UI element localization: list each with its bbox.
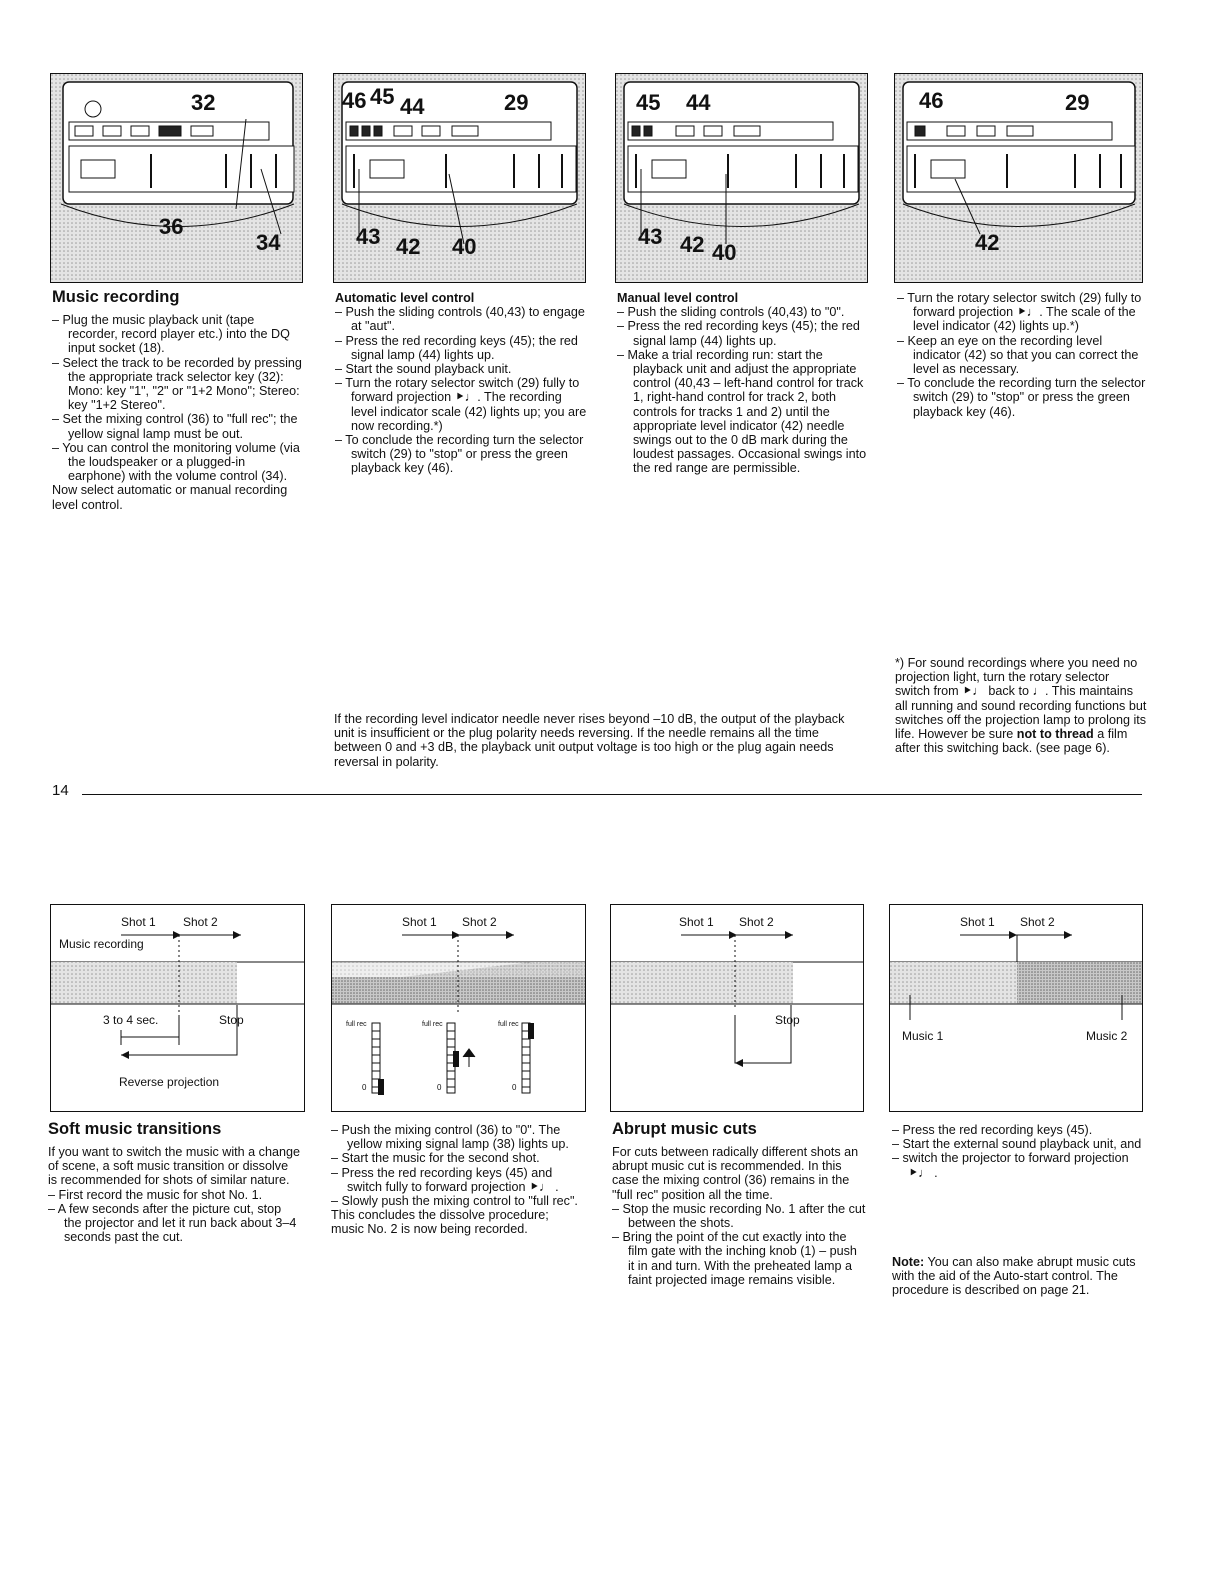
- callout-29: 29: [1065, 90, 1090, 115]
- label-shot1: Shot 1: [402, 915, 437, 929]
- callout-36: 36: [159, 214, 184, 239]
- polarity-note: If the recording level indicator needle never rises beyond –10 dB, the output of the playback unit is insufficient or the plug polarity needs reversing. If the needle remains all the time between 0 and +3 dB, the playback unit output voltage is too high or the plug again needs reversal in polarity.: [334, 712, 845, 769]
- heading-abrupt-cuts: Abrupt music cuts: [612, 1120, 757, 1138]
- callout-43: 43: [356, 224, 381, 249]
- list-item: – Keep an eye on the recording level indicator (42) so that you can correct the level as necessary.: [897, 333, 1139, 377]
- diagram-soft-1: [50, 904, 305, 1112]
- callout-34: 34: [256, 230, 281, 255]
- diagram-graphic: [611, 905, 864, 1112]
- list-item: – Set the mixing control (36) to "full rec"; the yellow signal lamp must be out.: [52, 412, 298, 441]
- callout-29: 29: [504, 90, 529, 115]
- callout-45: 45: [636, 90, 661, 115]
- figure-panel-3: [615, 73, 868, 283]
- automatic-level-text: [335, 291, 587, 476]
- note-text: Note: You can also make abrupt music cuts with the aid of the Auto-start control. The procedure is described on page 21.: [892, 1255, 1136, 1298]
- list-item: – To conclude the recording turn the selector switch (29) to "stop" or press the green playback key (46).: [897, 376, 1146, 419]
- figure-panel-2: [333, 73, 586, 283]
- label-shot1: Shot 1: [679, 915, 714, 929]
- closing-text: Now select automatic or manual recording level control.: [52, 483, 288, 512]
- label-fullrec: full rec: [422, 1021, 443, 1028]
- list-item: – Plug the music playback unit (tape recorder, record player etc.) into the DQ input socket (18).: [52, 313, 290, 356]
- diagram-soft-2: [331, 904, 586, 1112]
- intro-text: If you want to switch the music with a change of scene, a soft music transition or dissolve is recommended for shots of similar nature.: [48, 1145, 300, 1188]
- manual-level-text: [617, 291, 869, 476]
- heading-music-recording: Music recording: [52, 288, 180, 306]
- callout-44: 44: [400, 94, 425, 119]
- label-music2: Music 2: [1086, 1029, 1128, 1043]
- heading-soft-transitions: Soft music transitions: [48, 1120, 222, 1138]
- list-item: – Start the music for the second shot.: [331, 1151, 540, 1166]
- list-item: – Press the red recording keys (45); the red signal lamp (44) lights up.: [335, 333, 578, 362]
- list-item: – Stop the music recording No. 1 after the cut between the shots.: [612, 1201, 866, 1231]
- abrupt-cuts-text: [612, 1145, 866, 1287]
- callout-40: 40: [712, 240, 737, 265]
- list-item: – Turn the rotary selector switch (29) fully to forward projection ⯈♩. The scale of the level indicator (42) lights up.*): [897, 291, 1142, 334]
- callout-42: 42: [680, 232, 705, 257]
- label-shot1: Shot 1: [121, 915, 156, 929]
- heading-automatic: Automatic level control: [335, 291, 475, 305]
- list-item: – Push the sliding controls (40,43) to engage at "aut".: [335, 305, 585, 334]
- callout-45: 45: [370, 84, 395, 109]
- figure-panel-4: [894, 73, 1143, 283]
- callout-46: 46: [919, 88, 944, 113]
- list-item: – First record the music for shot No. 1.: [48, 1187, 263, 1202]
- list-item: – switch the projector to forward projection ⯈♩ .: [892, 1151, 1129, 1180]
- label-reverse: Reverse projection: [119, 1075, 220, 1089]
- soft-transitions-text: [48, 1145, 300, 1244]
- music-recording-text: [52, 313, 304, 512]
- label-music-recording: Music recording: [59, 937, 144, 951]
- label-shot2: Shot 2: [1020, 915, 1055, 929]
- column4b-text: [892, 1123, 1144, 1180]
- list-item: – Press the red recording keys (45) and switch fully to forward projection ⯈♩ .: [331, 1165, 559, 1194]
- callout-43: 43: [638, 224, 663, 249]
- list-item: – Bring the point of the cut exactly into the film gate with the inching knob (1) – push it in and turn. With the preheated lamp a faint projected image remains visible.: [612, 1230, 857, 1287]
- diagram-music-cut: [889, 904, 1143, 1112]
- list-item: – Push the mixing control (36) to "0". The yellow mixing signal lamp (38) lights up.: [331, 1123, 569, 1152]
- figure-panel-1: [50, 73, 303, 283]
- label-fullrec: full rec: [346, 1021, 367, 1028]
- footnote: *) For sound recordings where you need no projection light, turn the rotary selector switch from ⯈♩ back to ♩. This maintains all running and sound recording functions but switches off the projection lamp to prolong its life. However be sure not to thread a film after this switching back. (see page 6).: [895, 656, 1147, 756]
- list-item: – Push the sliding controls (40,43) to "0".: [617, 305, 845, 320]
- list-item: – A few seconds after the picture cut, stop the projector and let it run back about 3–4 seconds past the cut.: [48, 1201, 297, 1245]
- callout-40: 40: [452, 234, 477, 259]
- list-item: – Turn the rotary selector switch (29) fully to forward projection ⯈♩. The recording level indicator scale (42) lights up; you are now recording.*): [335, 376, 587, 433]
- label-shot1: Shot 1: [960, 915, 995, 929]
- divider-line: [82, 794, 1142, 795]
- label-shot2: Shot 2: [462, 915, 497, 929]
- closing-text: This concludes the dissolve procedure; music No. 2 is now being recorded.: [331, 1208, 549, 1237]
- label-zero: 0: [362, 1083, 367, 1092]
- label-shot2: Shot 2: [183, 915, 218, 929]
- label-stop: Stop: [775, 1013, 800, 1027]
- callout-44: 44: [686, 90, 711, 115]
- label-zero: 0: [437, 1083, 442, 1092]
- intro-text: For cuts between radically different shots an abrupt music cut is recommended. In this case the mixing control (36) remains in the "full rec" position all the time.: [612, 1145, 859, 1202]
- label-zero: 0: [512, 1083, 517, 1092]
- dissolve-text: [331, 1123, 583, 1237]
- page-number: 14: [52, 782, 69, 799]
- list-item: – Make a trial recording run: start the playback unit and adjust the appropriate control (40,43 – left-hand control for track 1, right-hand control for track 2, both controls for tracks 1 and 2) until the appropriate level indicator (42) needle swings out to the 0 dB mark during the loudest passages. Occasional swings into the red range are permissible.: [617, 347, 867, 476]
- label-shot2: Shot 2: [739, 915, 774, 929]
- diagram-abrupt: [610, 904, 864, 1112]
- label-fullrec: full rec: [498, 1021, 519, 1028]
- list-item: – Slowly push the mixing control to "full rec".: [331, 1194, 578, 1209]
- label-stop: Stop: [219, 1013, 244, 1027]
- list-item: – Press the red recording keys (45).: [892, 1123, 1093, 1137]
- list-item: – Start the external sound playback unit, and: [892, 1137, 1142, 1152]
- label-duration: 3 to 4 sec.: [103, 1013, 159, 1027]
- list-item: – Press the red recording keys (45); the red signal lamp (44) lights up.: [617, 319, 860, 348]
- column4-text: [897, 291, 1147, 419]
- list-item: – You can control the monitoring volume (via the loudspeaker or a plugged-in earphone) with the volume control (34).: [52, 440, 300, 484]
- label-music1: Music 1: [902, 1029, 944, 1043]
- heading-manual: Manual level control: [617, 291, 739, 305]
- callout-42: 42: [396, 234, 421, 259]
- callout-42: 42: [975, 230, 1000, 255]
- list-item: – Start the sound playback unit.: [335, 362, 512, 377]
- callout-46: 46: [342, 88, 367, 113]
- list-item: – To conclude the recording turn the selector switch (29) to "stop" or press the green playback key (46).: [335, 433, 584, 476]
- callout-32: 32: [191, 90, 216, 115]
- diagram-graphic: [332, 905, 586, 1112]
- list-item: – Select the track to be recorded by pressing the appropriate track selector key (32): Mono: key "1", "2" or "1+2 Mono"; Stereo: key "1+2 Stereo".: [52, 355, 302, 413]
- diagram-graphic: [890, 905, 1143, 1112]
